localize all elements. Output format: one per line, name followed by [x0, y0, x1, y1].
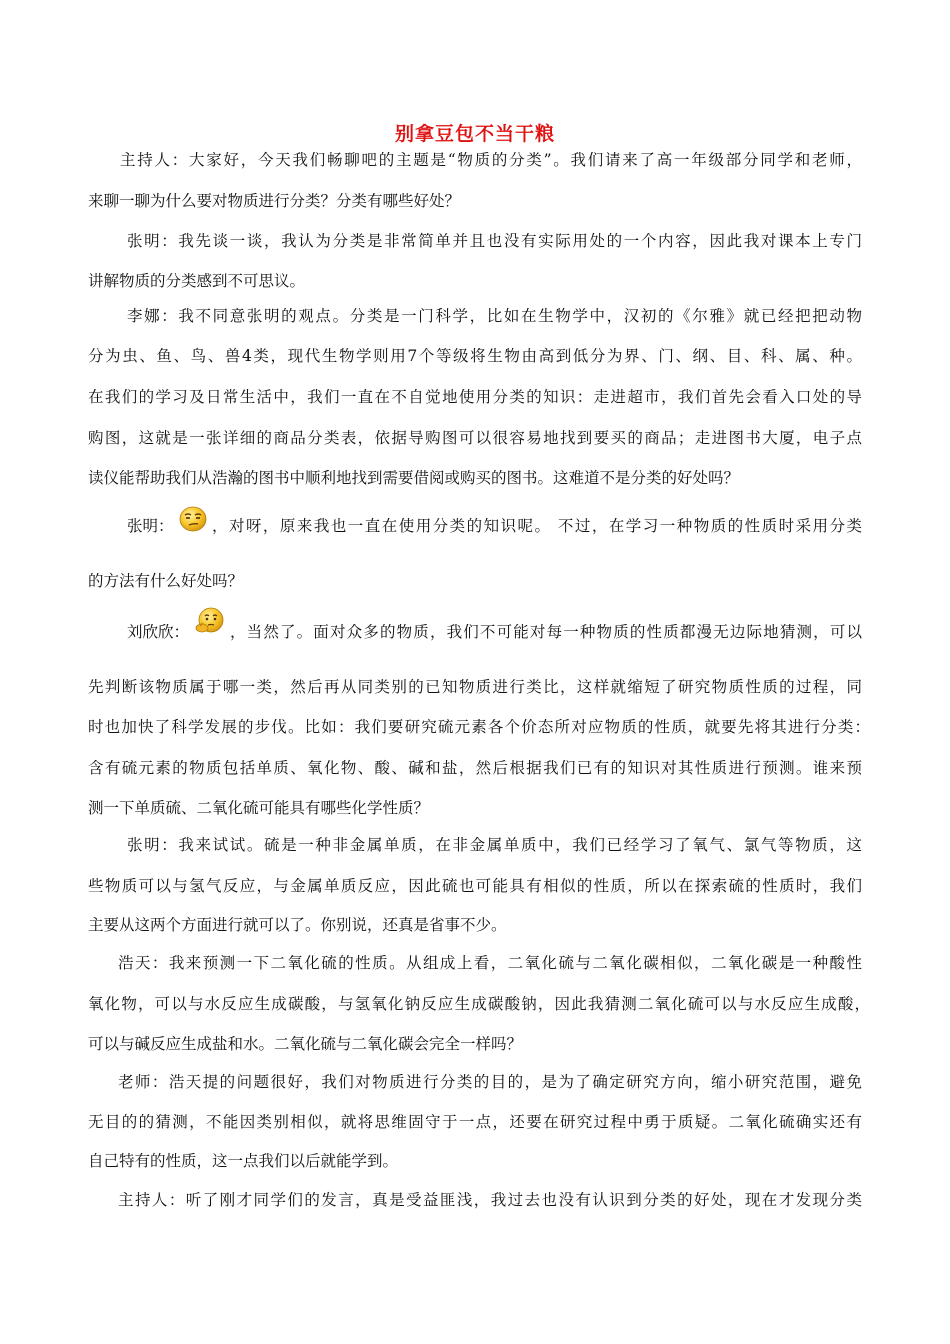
text-line: ，对呀，原来我也一直在使用分类的知识呢。 不过，在学习一种物质的性质时采用分类 [212, 517, 862, 535]
text-line: 来聊一聊为什么要对物质进行分类？分类有哪些好处？ [88, 192, 461, 210]
text-line: 刘欣欣： [127, 623, 190, 641]
text-line: 浩天：我来预测一下二氧化硫的性质。从组成上看，二氧化硫与二氧化碳相似，二氧化碳是一种酸性 [118, 954, 862, 972]
document-title: 别拿豆包不当干粮 [394, 123, 555, 145]
text-line: 先判断该物质属于哪一类，然后再从同类别的已知物质进行类比，这样就缩短了研究物质性质的过程，同 [88, 678, 862, 696]
text-line: 些物质可以与氢气反应，与金属单质反应，因此硫也可能具有相似的性质，所以在探索硫的性质时，我们 [88, 877, 862, 895]
smug-face-icon [178, 503, 208, 533]
text-line: 在我们的学习及日常生活中，我们一直在不自觉地使用分类的知识：走进超市，我们首先会看入口处的导 [88, 388, 862, 406]
text-line: 老师：浩天提的问题很好，我们对物质进行分类的目的，是为了确定研究方向，缩小研究范围，避免 [118, 1073, 862, 1091]
text-line: 氧化物，可以与水反应生成碳酸，与氢氧化钠反应生成碳酸钠，因此我猜测二氧化硫可以与水反应生成酸， [88, 995, 870, 1013]
text-line: 张明： [127, 517, 174, 535]
text-line: 张明：我先谈一谈，我认为分类是非常简单并且也没有实际用处的一个内容，因此我对课本上专门 [127, 232, 862, 250]
text-line: 时也加快了科学发展的步伐。比如：我们要研究硫元素各个价态所对应物质的性质，就要先将其进行分类： [88, 718, 870, 736]
text-line: 主持人：听了刚才同学们的发言，真是受益匪浅，我过去也没有认识到分类的好处，现在才发现分类 [118, 1191, 862, 1209]
text-line: 测一下单质硫、二氧化硫可能具有哪些化学性质？ [88, 799, 430, 817]
text-line: 购图，这就是一张详细的商品分类表，依据导购图可以很容易地找到要买的商品；走进图书大厦，电子点 [88, 429, 862, 447]
text-line: 张明：我来试试。硫是一种非金属单质，在非金属单质中，我们已经学习了氧气、氯气等物质，这 [127, 836, 862, 854]
text-line: 主持人：大家好，今天我们畅聊吧的主题是“物质的分类”。我们请来了高一年级部分同学和老师， [120, 151, 862, 169]
thinking-face-icon [194, 606, 226, 636]
text-line: 读仪能帮助我们从浩瀚的图书中顺利地找到需要借阅或购买的图书。这难道不是分类的好处吗？ [88, 469, 740, 487]
text-line: 可以与碱反应生成盐和水。二氧化硫与二氧化碳会完全一样吗？ [88, 1035, 523, 1053]
text-line: 的方法有什么好处吗？ [88, 572, 244, 590]
text-line: 主要从这两个方面进行就可以了。你别说，还真是省事不少。 [88, 916, 507, 934]
text-line: 自己特有的性质，这一点我们以后就能学到。 [88, 1152, 399, 1170]
text-line: 含有硫元素的物质包括单质、氧化物、酸、碱和盐，然后根据我们已有的知识对其性质进行预测。谁来预 [88, 759, 862, 777]
text-line: 讲解物质的分类感到不可思议。 [88, 272, 306, 290]
text-line: ，当然了。面对众多的物质，我们不可能对每一种物质的性质都漫无边际地猜测，可以 [230, 623, 862, 641]
text-line: 无目的的猜测，不能因类别相似，就将思维固守于一点，还要在研究过程中勇于质疑。二氧化硫确实还有 [88, 1113, 862, 1131]
text-line: 分为虫、鱼、鸟、兽4类，现代生物学则用7个等级将生物由高到低分为界、门、纲、目、科、属、种。 [88, 347, 862, 365]
text-line: 李娜：我不同意张明的观点。分类是一门科学，比如在生物学中，汉初的《尔雅》就已经把把动物 [127, 307, 862, 325]
